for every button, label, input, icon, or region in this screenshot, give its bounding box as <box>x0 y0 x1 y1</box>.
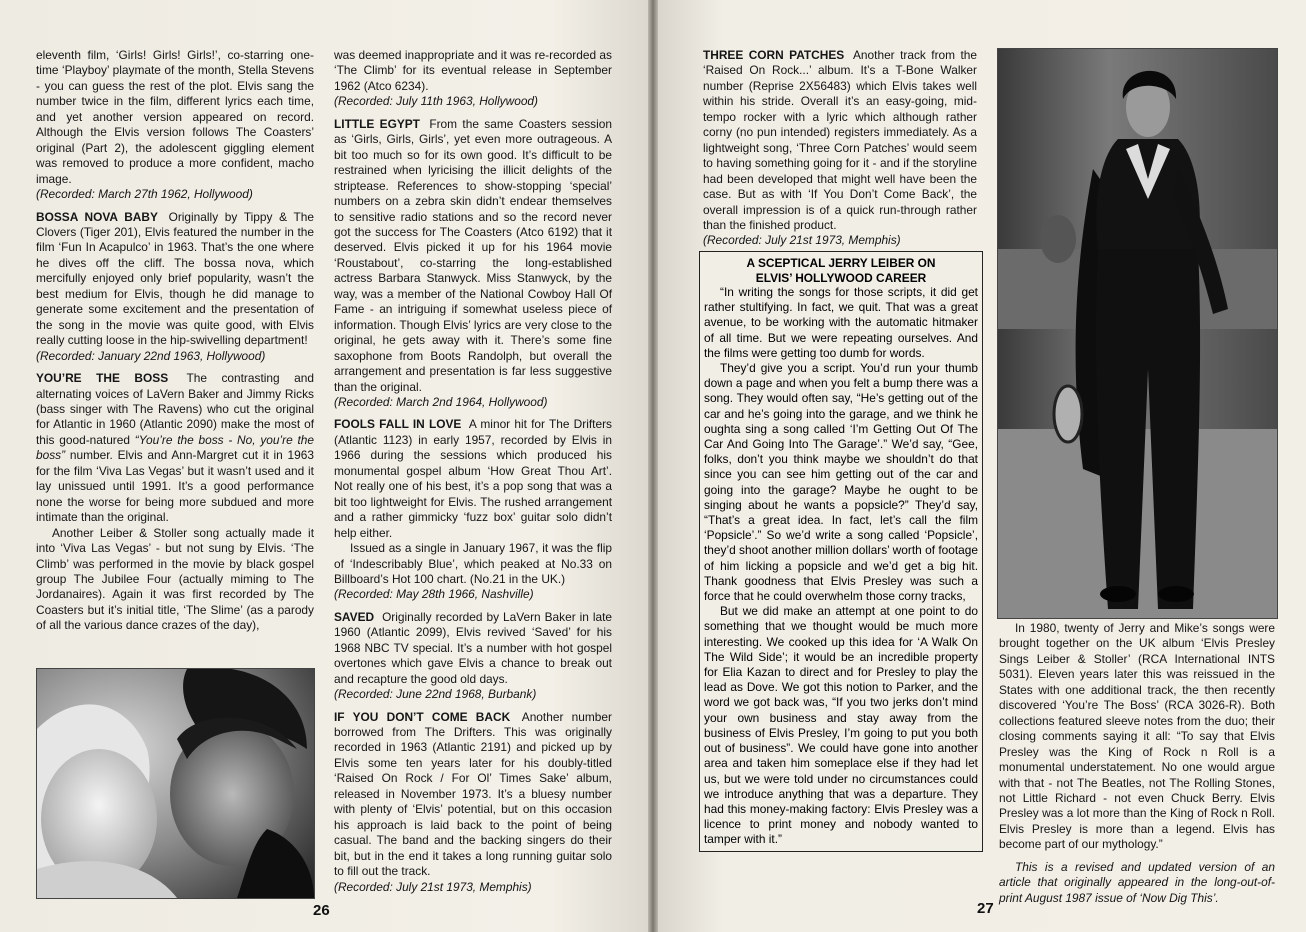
song-text: number. Elvis and Ann-Margret cut it in 1963 for the film ‘Viva Las Vegas’ but it wasn’t used and it lay unissued until 1991. It’s a good performance none the worse for being more subdued and more intimate than the original. <box>36 448 314 525</box>
paragraph: was deemed inappropriate and it was re-recorded as ‘The Climb’ for its eventual release in September 1962 (Atco 6234). <box>334 48 612 93</box>
sidebar-paragraph: “In writing the songs for those scripts, it did get rather stultifying. In fact, we quit. That was a great avenue, to be working with the automatic hitmaker of all time. But we were repeating ourselves. And the films were getting too dumb for words. <box>704 285 978 360</box>
song-quote: “You’re the boss - No, you’re the boss” <box>36 432 314 463</box>
song-text: Originally by Tippy & The Clovers (Tiger 201), Elvis featured the number in the film ‘Fun In Acapulco’ in 1963. That’s the one where he dives off the cliff. The bossa nova, which mercifully enjoyed only brief popularity, wasn’t the best medium for Elvis, though he did manage to generate some excitement and the presentation of the song in the movie was quite good, with Elvis really cutting loose in the hip-swivelling department! <box>36 209 314 348</box>
paragraph: Another Leiber & Stoller song actually made it into ‘Viva Las Vegas’ - but not sung by Elvis. ‘The Climb’ was performed in the movie by black gospel group The Jubilee Four (actually miming to The Jordanaires). Again it was first recorded by The Coasters but it’s initial title, ‘The Slime’ (as a parody of all the various dance crazes of the day), <box>36 525 314 633</box>
song-entry <box>334 710 612 880</box>
song-title: IF YOU DON’T COME BACK <box>334 709 511 724</box>
sidebar-title-line-1: A SCEPTICAL JERRY LEIBER ON <box>746 256 936 270</box>
recording-note: (Recorded: July 11th 1963, Hollywood) <box>334 94 539 109</box>
left-page-column-1 <box>36 48 314 634</box>
recording-note: (Recorded: March 2nd 1964, Hollywood) <box>334 394 548 409</box>
paragraph: In 1980, twenty of Jerry and Mike’s songs were brought together on the UK album ‘Elvis Presley Sings Leiber & Stoller’ (RCA International INTS 5031). Eleven years later this was reissued in the States with one additional track, the then recently discovered ‘You’re The Boss’ (RCA 3026-R). Both collections featured sleeve notes from the duo; their closing comments saying it all: “To say that Elvis Presley was the King of Rock n Roll is a monumental understatement. No one would argue with that - not The Beatles, not The Rolling Stones, not Little Richard - not even Chuck Berry. Elvis Presley was a lot more than the King of Rock n Roll. Elvis Presley is more than a legend. Elvis has become part of our mythology.” <box>999 621 1275 852</box>
footnote: This is a revised and updated version of an article that originally appeared in the long-out-of-print August 1987 issue of ‘Now Dig This’. <box>999 859 1275 905</box>
song-entry <box>334 117 612 395</box>
paragraph: Issued as a single in January 1967, it was the flip of ‘Indescribably Blue’, which peaked at No.33 on Billboard’s Hot 100 chart. (No.21 in the UK.) <box>334 541 612 586</box>
recording-note: (Recorded: June 22nd 1968, Burbank) <box>334 687 537 702</box>
right-page-column-1 <box>703 48 977 249</box>
paragraph: eleventh film, ‘Girls! Girls! Girls!’, co-starring one-time ‘Playboy’ playmate of the month, Stella Stevens - you can guess the rest of the plot. Elvis sang the number twice in the film, different lyrics each time, and yet another version appeared on record. Although the Elvis version follows The Coasters’ original (Part 2), the adolescent giggling element was removed to produce a more confident, macho image. <box>36 48 314 186</box>
recording-note: (Recorded: March 27th 1962, Hollywood) <box>36 187 253 202</box>
song-title: YOU’RE THE BOSS <box>36 371 169 386</box>
song-entry <box>334 610 612 687</box>
recording-note: (Recorded: July 21st 1973, Memphis) <box>703 233 901 248</box>
sidebar-title-line-2: ELVIS’ HOLLYWOOD CAREER <box>755 270 927 285</box>
song-entry <box>36 371 314 526</box>
song-text: Originally recorded by LaVern Baker in late 1960 (Atlantic 2099), Elvis revived ‘Saved’ for his 1968 NBC TV special. It’s a number with hot gospel overtones which gave Elvis a chance to break out and recapture the good old days. <box>334 609 613 686</box>
song-entry <box>334 417 612 541</box>
left-page <box>0 0 648 932</box>
sidebar-paragraph: They’d give you a script. You’d run your thumb down a page and when you felt a bump there was a song. They would often say, “He’s getting out of the car and he’s going into the garage, and we think he oughta sing a song called ‘I’m Getting Out Of The Car And Going Into The Garage’.” We’d say, “Gee, folks, don’t you think maybe we shouldn’t do that since you can see him getting out of the car and going into the garage? Maybe he ought to be singing about he wants a popsicle?” They’d say, “That’s a great idea. In fact, let’s call the film ‘Popsicle’.” So we’d write a song called ‘Popsicle’, they’d shoot another million dollars’ worth of footage of him licking a popsicle and we’d get a big hit. Thank goodness that Elvis Presley was such a force that he could overwhelm those corny tracks, <box>704 361 978 604</box>
song-text: Another number borrowed from The Drifters. This was originally recorded in 1963 (Atlantic 2191) and picked up by Elvis some ten years later for his doubly-titled ‘Raised On Rock / For Ol’ Times Sake’ album, released in November 1973. It’s a bluesy number with plenty of ‘Elvis’ potential, but on this occasion his approach is laid back to the point of being casual. The band and the backing singers do their bit, but in the end it takes a long running guitar solo to fill out the track. <box>334 709 612 879</box>
song-text: From the same Coasters session as ‘Girls, Girls, Girls’, yet even more outrageous. A bit too much so for its own good. It’s difficult to be restrained when lyricising the illicit delights of the striptease. References to show-stopping ‘special’ numbers on a zebra skin didn’t endear themselves to sensitive radio stations and so the record never got the success for The Coasters (Atco 6192) that it deserved. Elvis picked it up for his 1964 movie ‘Roustabout’, co-starring the long-established actress Barbara Stanwyck. Miss Stanwyck, by the way, was a member of the National Cowboy Hall Of Fame - an intriguing if somewhat useless piece of information. Though Elvis’ lyrics are very close to the original, he gets away with it. There’s some fine saxophone from Boots Randolph, but overall the arrangement and presentation is far less suggestive than the original. <box>334 116 612 394</box>
song-title: FOOLS FALL IN LOVE <box>334 417 462 432</box>
photo-image <box>37 669 314 898</box>
song-text: The contrasting and alternating voices of LaVern Baker and Jimmy Ricks (bass singer with The Ravens) who cut the original for Atlantic in 1960 (Atlantic 2090) make the most of this good-natured <box>36 371 314 447</box>
page-number: 27 <box>977 900 994 917</box>
song-title: THREE CORN PATCHES <box>703 48 845 62</box>
book-gutter <box>648 0 658 932</box>
recording-note: (Recorded: January 22nd 1963, Hollywood) <box>36 348 266 363</box>
sidebar-paragraph: But we did make an attempt at one point to do something that we thought would be much more interesting. We cooked up this idea for ‘A Walk On The Wild Side’; it would be an incredible property for Elia Kazan to direct and for Presley to play the lead as Dove. We got this notion to Parker, and the word we got back was, “If you two jerks don’t mind your own business and stay away from the business of Elvis Presley, I’m going to put you both out of business”. We could have gone into another area and taken him someplace else if they had let us, but we were told under no circumstances could we introduce anything that was a departure. They had this money-making factory: Elvis Presley was a licence to print money and nobody wanted to tamper with it.” <box>704 604 978 847</box>
elvis-standing-photo <box>997 48 1278 619</box>
photo-image <box>998 49 1277 618</box>
recording-note: (Recorded: July 21st 1973, Memphis) <box>334 879 532 894</box>
song-text: A minor hit for The Drifters (Atlantic 1123) in early 1957, recorded by Elvis in 1966 during the sessions which produced his monumental gospel album ‘How Great Thou Art’. Not really one of his best, it’s a pop song that was a bit too lightweight for Elvis. The rushed arrangement and a rather gimmicky ‘fuzz box’ guitar solo didn’t help either. <box>334 417 612 540</box>
song-entry <box>36 210 314 349</box>
recording-note: (Recorded: May 28th 1966, Nashville) <box>334 587 534 602</box>
song-title: SAVED <box>334 609 375 624</box>
song-title: LITTLE EGYPT <box>334 116 420 131</box>
leiber-sidebar-box <box>699 251 983 852</box>
left-page-column-2 <box>334 48 612 895</box>
right-page-column-2 <box>999 621 1275 906</box>
song-title: BOSSA NOVA BABY <box>36 209 158 224</box>
page-number: 26 <box>313 902 330 919</box>
elvis-kiss-photo <box>36 668 315 899</box>
right-page <box>658 0 1306 932</box>
song-text: Another track from the ‘Raised On Rock...’ album. It’s a T-Bone Walker number (Reprise 2X56483) which Elvis takes well within his stride. Overall it’s an easy-going, mid-tempo rocker with a lyric which although rather corny (no pun intended) registers immediately. As a lightweight song, ‘Three Corn Patches’ would seem to having something going for it - and if the storyline had been developed that might well have been the case. But as with ‘If You Don’t Come Back’, the overall impression is of a quick run-through rather than the finished product. <box>703 48 978 232</box>
song-entry <box>703 48 977 233</box>
